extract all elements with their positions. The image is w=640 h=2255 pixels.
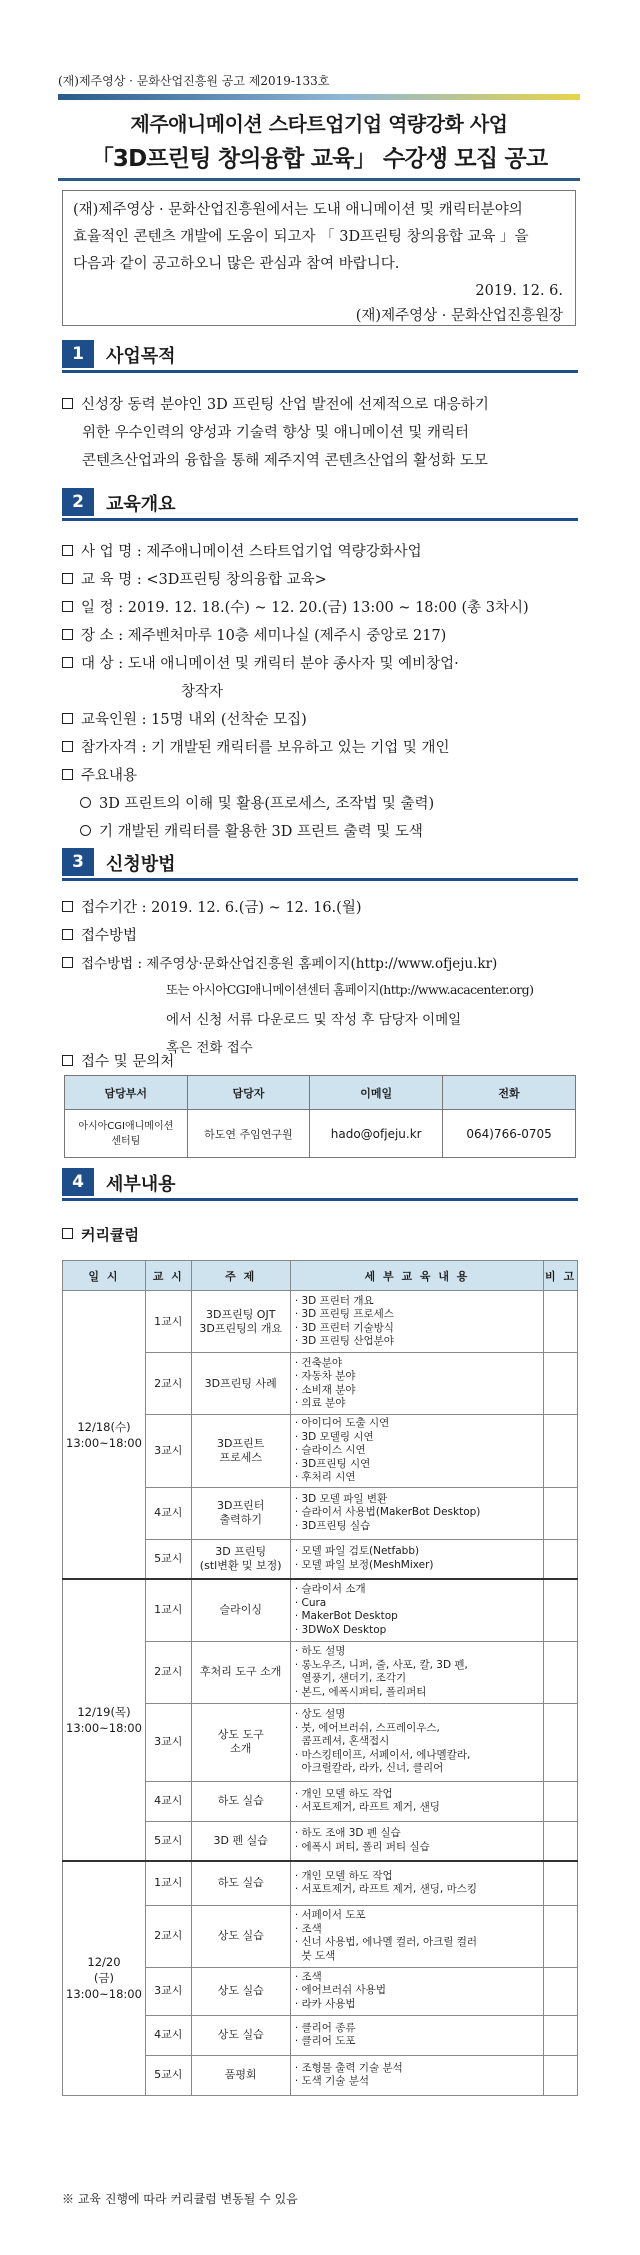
curriculum-detail-line: · 클리어 도포 xyxy=(294,2035,356,2047)
section-number: 3 xyxy=(62,848,94,876)
purpose-item xyxy=(62,393,489,414)
curriculum-date xyxy=(63,1291,146,1580)
curriculum-details xyxy=(290,1415,543,1488)
square-bullet-icon xyxy=(62,741,73,752)
curriculum-topic-line: 3D 펜 실습 xyxy=(213,1833,268,1847)
square-bullet-icon xyxy=(62,929,73,940)
square-bullet-icon xyxy=(62,1055,73,1066)
contact-table xyxy=(64,1075,576,1158)
curriculum-note xyxy=(544,1487,578,1539)
section-heading-details xyxy=(62,1168,578,1200)
curriculum-detail-line: · 3D프린팅 시연 xyxy=(294,1457,371,1470)
curriculum-detail-line: · 아이디어 도출 시연 xyxy=(294,1417,390,1429)
page-title-line1: 제주애니메이션 스타트업기업 역량강화 사업 xyxy=(130,112,508,136)
curriculum-detail-line: · 후처리 시연 xyxy=(294,1471,356,1483)
curriculum-details xyxy=(290,1861,543,1905)
contact-phone: 064)766-0705 xyxy=(443,1110,576,1158)
curriculum-detail-line: · 3D 프린팅 산업분야 xyxy=(294,1335,394,1347)
curriculum-topic xyxy=(191,1353,290,1415)
curriculum-header-note: 비 고 xyxy=(544,1261,578,1291)
contact-dept: 아시아CGI애니메이션 센터팀 xyxy=(65,1110,188,1158)
curriculum-note xyxy=(544,1861,578,1905)
curriculum-topic-line: 품평회 xyxy=(224,2068,257,2081)
curriculum-note xyxy=(544,1539,578,1579)
square-bullet-icon xyxy=(62,629,73,640)
curriculum-header-topic: 주 제 xyxy=(191,1261,290,1291)
curriculum-topic xyxy=(191,1703,290,1781)
curriculum-detail-line: · 슬라이서 소개 xyxy=(294,1583,366,1596)
apply-item: 접수방법 xyxy=(62,924,137,945)
curriculum-detail-line: · 서포트제거, 라프트 제거, 샌딩, 마스킹 xyxy=(294,1883,477,1896)
curriculum-detail-line: · 서페이서 도포 xyxy=(294,1909,366,1921)
square-bullet-icon xyxy=(62,713,73,724)
curriculum-detail-line: · Cura xyxy=(294,1596,327,1609)
contact-header-person: 담당자 xyxy=(187,1076,310,1110)
curriculum-topic-line: 3D프린팅의 개요 xyxy=(199,1321,283,1335)
curriculum-detail-line: · 하도 설명 xyxy=(294,1645,346,1657)
curriculum-detail-line: · 에폭시 퍼티, 폴리 퍼티 실습 xyxy=(294,1840,430,1853)
curriculum-topic-line: 3D 프린팅 xyxy=(215,1544,267,1558)
curriculum-note xyxy=(544,1905,578,1967)
curriculum-topic-line: 3D프린트 xyxy=(217,1436,265,1450)
curriculum-details xyxy=(290,1821,543,1861)
curriculum-header-details: 세 부 교 육 내 용 xyxy=(290,1261,543,1291)
contact-header-phone: 전화 xyxy=(443,1076,576,1110)
curriculum-topic xyxy=(191,2055,290,2095)
section-rule xyxy=(62,878,578,881)
curriculum-topic xyxy=(191,1415,290,1488)
curriculum-table xyxy=(62,1260,578,2096)
contact-table-row xyxy=(65,1110,576,1158)
curriculum-detail-line: · 붓, 에어브러쉬, 스프레이우스, xyxy=(294,1721,440,1734)
section-rule xyxy=(62,518,578,521)
curriculum-detail-line: · 3D 프린팅 프로세스 xyxy=(294,1308,394,1320)
purpose-text: 콘텐츠산업과의 융합을 통해 제주지역 콘텐츠산업의 활성화 도모 xyxy=(82,453,488,469)
curriculum-topic-line: 소개 xyxy=(230,1742,252,1755)
circle-bullet-icon xyxy=(80,825,91,836)
curriculum-note xyxy=(544,1353,578,1415)
page-title-line2: 「3D프린팅 창의융합 교육」 수강생 모집 공고 xyxy=(90,146,548,172)
curriculum-topic xyxy=(191,1821,290,1861)
overview-item: 대 상 : 도내 애니메이션 및 캐릭터 분야 종사자 및 예비창업· xyxy=(62,652,459,673)
curriculum-detail-line: · 3D 모델 파일 변환 xyxy=(294,1492,388,1505)
curriculum-period: 2교시 xyxy=(145,1641,191,1703)
curriculum-period: 3교시 xyxy=(145,1703,191,1781)
curriculum-topic xyxy=(191,1291,290,1353)
section-rule xyxy=(62,370,578,373)
curriculum-detail-line: · 3D 모델링 시연 xyxy=(294,1430,374,1443)
curriculum-topic-line: 3D프린팅 OJT xyxy=(205,1307,276,1321)
curriculum-detail-line: · 슬라이서 사용법(MakerBot Desktop) xyxy=(294,1506,481,1519)
curriculum-date xyxy=(63,1579,146,1861)
curriculum-header-period: 교 시 xyxy=(145,1261,191,1291)
curriculum-note xyxy=(544,1291,578,1353)
intro-date: 2019. 12. 6. xyxy=(475,283,563,299)
overview-text: 창작자 xyxy=(181,684,224,700)
square-bullet-icon xyxy=(62,657,73,668)
curriculum-date-line: 12/18(수) xyxy=(77,1419,131,1434)
overview-item: 사 업 명 : 제주애니메이션 스타트업기업 역량강화사업 xyxy=(62,540,422,561)
contact-table-header xyxy=(65,1076,576,1110)
square-bullet-icon xyxy=(62,398,73,409)
overview-item: 교육인원 : 15명 내외 (선착순 모집) xyxy=(62,708,307,729)
curriculum-detail-line: · 롱노우즈, 니퍼, 줄, 사포, 칼, 3D 펜, xyxy=(294,1658,468,1671)
curriculum-period: 3교시 xyxy=(145,1415,191,1488)
curriculum-detail-line: · 마스킹테이프, 서페이서, 에나멜칼라, xyxy=(294,1748,471,1761)
section-number: 2 xyxy=(62,488,94,516)
curriculum-period: 4교시 xyxy=(145,2015,191,2055)
curriculum-period: 4교시 xyxy=(145,1487,191,1539)
curriculum-note xyxy=(544,1415,578,1488)
circle-bullet-icon xyxy=(80,797,91,808)
curriculum-detail-line: · 자동차 분야 xyxy=(294,1370,356,1382)
curriculum-detail-line: · 하도 조애 3D 펜 실습 xyxy=(294,1827,401,1840)
section-title: 교육개요 xyxy=(106,494,176,515)
footnote: ※ 교육 진행에 따라 커리큘럼 변동될 수 있음 xyxy=(62,2192,298,2206)
curriculum-detail-line: 열풍기, 샌더기, 조각기 xyxy=(294,1672,407,1684)
overview-subitem: 3D 프린트의 이해 및 활용(프로세스, 조작법 및 출력) xyxy=(80,792,434,813)
square-bullet-icon xyxy=(62,601,73,612)
table-row xyxy=(63,1861,578,1905)
curriculum-details xyxy=(290,1781,543,1821)
contact-header-email: 이메일 xyxy=(310,1076,443,1110)
intro-box xyxy=(62,190,576,326)
overview-item: 장 소 : 제주벤처마루 10층 세미나실 (제주시 중앙로 217) xyxy=(62,624,446,645)
curriculum-details xyxy=(290,1539,543,1579)
curriculum-period: 5교시 xyxy=(145,1539,191,1579)
overview-item: 참가자격 : 기 개발된 캐릭터를 보유하고 있는 기업 및 개인 xyxy=(62,736,450,757)
curriculum-label: 커리큘럼 xyxy=(62,1224,139,1245)
title-bottom-bar xyxy=(58,178,580,181)
overview-item: 교 육 명 : <3D프린팅 창의융합 교육> xyxy=(62,568,327,589)
section-heading-apply xyxy=(62,848,578,880)
curriculum-detail-line: · 신너 사용법, 에나멜 컬러, 아크릴 컬러 xyxy=(294,1936,477,1948)
curriculum-topic xyxy=(191,1781,290,1821)
curriculum-period: 1교시 xyxy=(145,1291,191,1353)
curriculum-note xyxy=(544,1781,578,1821)
curriculum-header-date: 일 시 xyxy=(63,1261,146,1291)
curriculum-detail-line: · 클리어 종류 xyxy=(294,2021,356,2034)
square-bullet-icon xyxy=(62,957,73,968)
curriculum-detail-line: · 개인 모델 하도 작업 xyxy=(294,1869,393,1882)
contact-header-dept: 담당부서 xyxy=(65,1076,188,1110)
curriculum-topic-line: 출력하기 xyxy=(219,1513,262,1526)
intro-line: (재)제주영상 · 문화산업진흥원에서는 도내 애니메이션 및 캐릭터분야의 xyxy=(73,202,523,218)
section-number: 4 xyxy=(62,1168,94,1196)
curriculum-detail-line: · 서포트제거, 라프트 제거, 샌딩 xyxy=(294,1801,440,1813)
curriculum-topic-line: 상도 실습 xyxy=(217,1984,264,1997)
curriculum-period: 2교시 xyxy=(145,1353,191,1415)
square-bullet-icon xyxy=(62,901,73,912)
apply-text: 또는 아시아CGI애니메이션센터 홈페이지(http://www.acacenter.org) xyxy=(166,982,534,997)
curriculum-period: 1교시 xyxy=(145,1579,191,1641)
curriculum-detail-line: · 모델 파일 보정(MeshMixer) xyxy=(294,1558,434,1571)
curriculum-detail-line: · 본드, 에폭시퍼티, 폴리퍼티 xyxy=(294,1685,427,1698)
curriculum-detail-line: · 조형물 출력 기술 분석 xyxy=(294,2061,403,2074)
curriculum-topic-line: 슬라이싱 xyxy=(219,1603,262,1617)
curriculum-period: 4교시 xyxy=(145,1781,191,1821)
curriculum-note xyxy=(544,2055,578,2095)
curriculum-topic xyxy=(191,1861,290,1905)
table-row xyxy=(63,1291,578,1353)
curriculum-detail-line: · 소비재 분야 xyxy=(294,1383,356,1396)
curriculum-note xyxy=(544,1703,578,1781)
curriculum-detail-line: · MakerBot Desktop xyxy=(294,1610,398,1623)
curriculum-detail-line: · 3DWoX Desktop xyxy=(294,1623,387,1636)
contact-email[interactable]: hado@ofjeju.kr xyxy=(310,1110,443,1158)
curriculum-detail-line: · 슬라이스 시연 xyxy=(294,1444,366,1456)
curriculum-details xyxy=(290,1291,543,1353)
apply-text: 혹은 전화 접수 xyxy=(166,1040,253,1056)
curriculum-date-line: (금) xyxy=(93,1971,114,1986)
square-bullet-icon xyxy=(62,573,73,584)
curriculum-details xyxy=(290,1487,543,1539)
section-title: 신청방법 xyxy=(106,854,176,875)
section-number: 1 xyxy=(62,340,94,368)
title-top-bar xyxy=(58,94,580,100)
curriculum-details xyxy=(290,1579,543,1641)
curriculum-topic xyxy=(191,1641,290,1703)
curriculum-topic-line: 3D프린팅 사례 xyxy=(204,1376,277,1390)
overview-item: 일 정 : 2019. 12. 18.(수) ~ 12. 20.(금) 13:00 ~ 18:00 (총 3차시) xyxy=(62,596,529,617)
overview-item: 주요내용 xyxy=(62,764,137,785)
section-heading-overview xyxy=(62,488,578,520)
curriculum-header xyxy=(63,1261,578,1291)
curriculum-detail-line: · 의료 분야 xyxy=(294,1397,346,1409)
notice-number: (재)제주영상 · 문화산업진흥원 공고 제2019-133호 xyxy=(58,74,330,88)
curriculum-date-line: 12/20 xyxy=(87,1955,121,1970)
curriculum-detail-line: · 3D 프린터 기술방식 xyxy=(294,1321,394,1334)
curriculum-detail-line: · 건축분야 xyxy=(294,1356,343,1369)
square-bullet-icon xyxy=(62,545,73,556)
curriculum-period: 1교시 xyxy=(145,1861,191,1905)
curriculum-topic-line: 상도 실습 xyxy=(217,2028,264,2041)
curriculum-topic-line: 프로세스 xyxy=(219,1450,262,1464)
curriculum-note xyxy=(544,1821,578,1861)
curriculum-detail-line: · 라카 사용법 xyxy=(294,1997,356,2010)
curriculum-details xyxy=(290,2055,543,2095)
curriculum-note xyxy=(544,1641,578,1703)
curriculum-topic xyxy=(191,2015,290,2055)
curriculum-date xyxy=(63,1861,146,2095)
curriculum-detail-line: · 3D 프린터 개요 xyxy=(294,1294,374,1307)
apply-item: 접수기간 : 2019. 12. 6.(금) ~ 12. 16.(월) xyxy=(62,896,362,917)
square-bullet-icon xyxy=(62,769,73,780)
section-title: 사업목적 xyxy=(106,346,176,367)
purpose-text: 위한 우수인력의 양성과 기술력 향상 및 애니메이션 및 캐릭터 xyxy=(82,425,470,441)
curriculum-details xyxy=(290,1967,543,2015)
curriculum-details xyxy=(290,1353,543,1415)
curriculum-topic-line: (stl변환 및 보정) xyxy=(199,1558,282,1572)
intro-line: 효율적인 콘텐츠 개발에 도움이 되고자 「 3D프린팅 창의융합 교육 」을 xyxy=(73,229,529,245)
curriculum-detail-line: · 도색 기술 분석 xyxy=(294,2075,370,2087)
table-row xyxy=(63,1579,578,1641)
curriculum-detail-line: · 조색 xyxy=(294,1970,322,1983)
curriculum-detail-line: · 모델 파일 검토(Netfabb) xyxy=(294,1545,420,1558)
curriculum-date-line: 13:00~18:00 xyxy=(66,1435,142,1450)
curriculum-topic xyxy=(191,1539,290,1579)
curriculum-detail-line: · 조색 xyxy=(294,1922,322,1935)
apply-item: 접수방법 : 제주영상·문화산업진흥원 홈페이지(http://www.ofjeju.kr) xyxy=(62,952,497,972)
curriculum-topic-line: 후처리 도구 소개 xyxy=(200,1665,282,1678)
curriculum-date-line: 13:00~18:00 xyxy=(66,1721,142,1735)
curriculum-date-line: 12/19(목) xyxy=(77,1705,131,1719)
intro-line: 다음과 같이 공고하오니 많은 관심과 참여 바랍니다. xyxy=(73,256,400,272)
curriculum-topic-line: 3D프린터 xyxy=(217,1499,265,1512)
curriculum-detail-line: · 상도 설명 xyxy=(294,1708,346,1721)
curriculum-details xyxy=(290,1703,543,1781)
purpose-text: 신성장 동력 분야인 3D 프린팅 산업 발전에 선제적으로 대응하기 xyxy=(81,397,489,413)
curriculum-topic-line: 상도 실습 xyxy=(217,1929,264,1942)
overview-subitem: 기 개발된 캐릭터를 활용한 3D 프린트 출력 및 도색 xyxy=(80,820,423,841)
curriculum-topic-line: 하도 실습 xyxy=(217,1794,264,1807)
curriculum-details xyxy=(290,1641,543,1703)
curriculum-details xyxy=(290,1905,543,1967)
curriculum-topic xyxy=(191,1579,290,1641)
curriculum-topic-line: 하도 실습 xyxy=(217,1876,264,1890)
curriculum-topic xyxy=(191,1487,290,1539)
curriculum-detail-line: 아크릴칼라, 라카, 신너, 클리어 xyxy=(294,1762,444,1775)
curriculum-period: 2교시 xyxy=(145,1905,191,1967)
contact-person: 하도연 주임연구원 xyxy=(187,1110,310,1158)
apply-item: 접수 및 문의처 xyxy=(62,1050,174,1071)
intro-org: (재)제주영상 · 문화산업진흥원장 xyxy=(355,308,563,324)
section-rule xyxy=(62,1198,578,1201)
curriculum-period: 5교시 xyxy=(145,1821,191,1861)
curriculum-note xyxy=(544,1579,578,1641)
curriculum-date-line: 13:00~18:00 xyxy=(66,1987,142,2002)
curriculum-detail-line: · 에어브러쉬 사용법 xyxy=(294,1984,386,1997)
curriculum-period: 3교시 xyxy=(145,1967,191,2015)
curriculum-detail-line: · 개인 모델 하도 작업 xyxy=(294,1787,393,1800)
curriculum-topic-line: 상도 도구 xyxy=(217,1728,264,1741)
curriculum-period: 5교시 xyxy=(145,2055,191,2095)
curriculum-topic xyxy=(191,1905,290,1967)
curriculum-note xyxy=(544,2015,578,2055)
curriculum-detail-line: · 3D프린팅 실습 xyxy=(294,1519,371,1532)
section-title: 세부내용 xyxy=(106,1174,176,1195)
section-heading-purpose xyxy=(62,340,578,372)
curriculum-details xyxy=(290,2015,543,2055)
curriculum-detail-line: 콤프레셔, 혼색접시 xyxy=(294,1735,390,1748)
apply-text: 에서 신청 서류 다운로드 및 작성 후 담당자 이메일 xyxy=(166,1012,462,1028)
curriculum-detail-line: 붓 도색 xyxy=(294,1949,336,1962)
curriculum-note xyxy=(544,1967,578,2015)
curriculum-topic xyxy=(191,1967,290,2015)
square-bullet-icon xyxy=(62,1228,73,1239)
